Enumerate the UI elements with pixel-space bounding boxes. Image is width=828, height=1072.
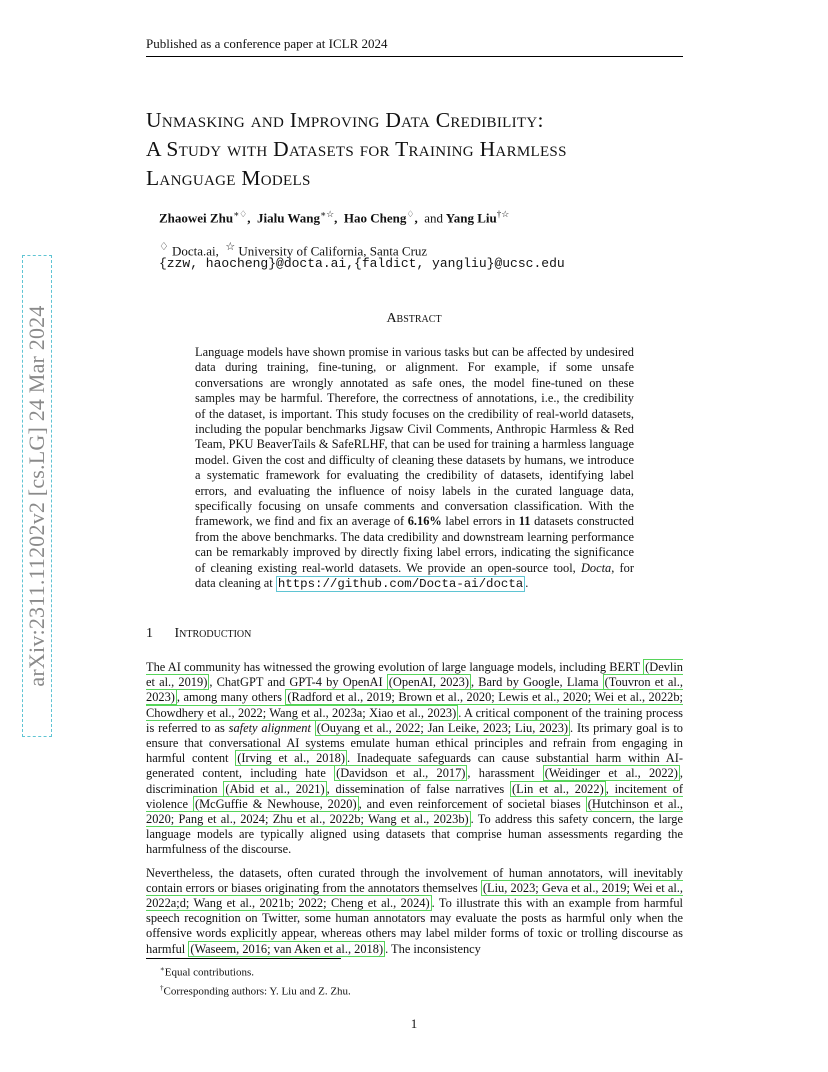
paragraph xyxy=(146,660,683,858)
introduction-body xyxy=(146,660,683,965)
arxiv-identifier-link[interactable] xyxy=(22,255,52,737)
section-number: 1 xyxy=(146,626,153,641)
body-text: . Its primary goal is to ensure that conversational AI systems emulate human ethical principles and refrain from engaging in harmful content xyxy=(146,720,683,766)
body-text: , dissemination of false narratives xyxy=(326,781,505,796)
paper-title xyxy=(146,106,706,193)
citation-link[interactable]: (Lin et al., 2022) xyxy=(512,781,604,796)
author-mark: ∗♢ xyxy=(233,209,248,219)
affiliation-mark: ♢ xyxy=(159,241,169,253)
title-line-2: A Study with Datasets for Training Harmless xyxy=(146,137,567,161)
author-name: Jialu Wang xyxy=(257,210,320,226)
paragraph xyxy=(146,866,683,957)
citation-link[interactable]: (Davidson et al., 2017) xyxy=(336,766,466,781)
body-text: . To address this safety concern, the large language models are typically aligned using datasets that comprise human assessments regarding the harmfulness of the discourse. xyxy=(146,812,683,857)
abstract-stat: 11 xyxy=(518,514,531,529)
abstract-text: datasets constructed from the above benchmarks. The data credibility and downstream learning performance can be remarkably improved by directly fixing label errors, indicating the significance of cleaning existing real-world datasets. We provide an open-source tool, xyxy=(195,514,634,575)
abstract-heading: Abstract xyxy=(386,311,442,326)
body-text: , Bard by Google, Llama xyxy=(471,675,599,690)
title-line-3: Language Models xyxy=(146,166,311,190)
abstract-text: , for data cleaning at xyxy=(195,560,634,591)
body-text: . To illustrate this with an example from harmful speech recognition on Twitter, some human annotators may evaluate the posts as harmful only when the offensive words explicitly appear, whereas others may label milder forms of toxic or trolling discourse as harmful xyxy=(146,896,684,956)
body-text: . Inadequate safeguards can cause substantial harm within AI-generated content, including hate xyxy=(146,751,684,781)
citation-link[interactable]: (OpenAI, 2023) xyxy=(388,675,470,690)
footnote xyxy=(160,962,351,981)
author-mark: ♢ xyxy=(406,209,415,219)
citation-link[interactable]: (Liu, 2023; Geva et al., 2019; Wei et al., 2022a;d; Wang et al., 2021b; 2022; Cheng et al., 2024) xyxy=(146,880,683,911)
body-text: , incitement of violence xyxy=(146,781,683,811)
footnote-rule xyxy=(146,958,341,959)
affiliation-org: Docta.ai, xyxy=(171,243,219,259)
affiliation-mark: ☆ xyxy=(225,241,236,253)
body-text: , harassment xyxy=(467,766,535,781)
section-heading xyxy=(146,626,251,642)
author-name: Zhaowei Zhu xyxy=(159,210,234,226)
body-text: , ChatGPT and GPT-4 by OpenAI xyxy=(209,675,383,690)
section-title: Introduction xyxy=(174,626,252,641)
footnote-mark: † xyxy=(160,983,164,992)
citation-link[interactable]: (Touvron et al., 2023) xyxy=(146,675,683,705)
abstract-stat: 6.16% xyxy=(407,514,442,529)
abstract-text: label errors in xyxy=(445,514,516,529)
body-text: , and even reinforcement of societal biases xyxy=(358,796,581,811)
abstract-text: . xyxy=(525,576,529,591)
body-text: The AI community has witnessed the growing evolution of large language models, including BERT xyxy=(146,660,640,674)
citation-link[interactable]: (Abid et al., 2021) xyxy=(225,781,325,796)
author-name: Yang Liu xyxy=(445,210,497,226)
arxiv-identifier-text: arXiv:2311.11202v2 [cs.LG] 24 Mar 2024 xyxy=(24,305,49,687)
citation-link[interactable]: (Weidinger et al., 2022) xyxy=(544,766,678,781)
author-conjunction: and xyxy=(424,210,444,226)
page-number: 1 xyxy=(410,1016,418,1031)
abstract-text: Language models have shown promise in various tasks but can be affected by undesired data during training, fine-tuning, or alignment. For example, if some unsafe conversations are wrongly annotated as safe ones, the model fine-tuned on these samples may be harmful. Therefore, the correctness of annotations, i.e., the credibility of the dataset, is important. This study focuses on the credibility of real-world datasets, including the popular benchmarks Jigsaw Civil Comments, Anthropic Harmless & Red Team, PKU BeaverTails & SafeRLHF, that can be used for training a harmless language model. Given the cost and difficulty of cleaning these datasets by humans, we introduce a systematic framework for evaluating the credibility of datasets, identifying label errors, and evaluating the influence of noisy labels in the curated language data, specifically focusing on unsafe comments and conversation classification. With the framework, we find and fix an average of xyxy=(195,345,634,529)
footnote xyxy=(160,981,351,1000)
body-text: . A critical component of the training process is referred to as xyxy=(146,705,683,735)
emphasis-text: safety alignment xyxy=(228,720,311,735)
body-text: , among many others xyxy=(176,690,282,705)
citation-link[interactable]: (McGuffie & Newhouse, 2020) xyxy=(194,796,357,811)
author-name: Hao Cheng xyxy=(343,210,407,226)
title-line-1: Unmasking and Improving Data Credibility: xyxy=(146,108,544,132)
author-mark: ∗☆ xyxy=(319,209,335,219)
affiliation-org: University of California, Santa Cruz xyxy=(238,243,428,259)
tool-name: Docta xyxy=(580,560,612,575)
citation-link[interactable]: (Irving et al., 2018) xyxy=(237,751,345,766)
body-text: Nevertheless, the datasets, often curated through the involvement of human annotators, will inevitably contain errors or biases originating from the annotators themselves xyxy=(146,865,683,895)
footnote-text: Equal contributions. xyxy=(164,966,254,979)
author-mark: †☆ xyxy=(496,209,510,219)
body-text: , discrimination xyxy=(146,766,683,796)
footnote-text: Corresponding authors: Y. Liu and Z. Zhu. xyxy=(163,985,351,998)
author-emails: {zzw, haocheng}@docta.ai,{faldict, yangliu}@ucsc.edu xyxy=(159,256,565,271)
citation-link[interactable]: (Radford et al., 2019; Brown et al., 2020; Lewis et al., 2020; Wei et al., 2022b; Chowdhery et al., 2022; Wang et al., 2023a; Xiao et al., 2023) xyxy=(146,690,683,720)
github-link[interactable]: https://github.com/Docta-ai/docta xyxy=(277,577,524,592)
citation-link[interactable]: (Hutchinson et al., 2020; Pang et al., 2024; Zhu et al., 2022b; Wang et al., 2023b) xyxy=(146,796,683,827)
abstract-body xyxy=(195,345,634,593)
author-list: Zhaowei Zhu∗♢, Jialu Wang∗☆, Hao Cheng♢, and Yang Liu†☆ xyxy=(159,209,510,226)
running-header: Published as a conference paper at ICLR 2024 xyxy=(146,36,683,57)
citation-link[interactable]: (Devlin et al., 2019) xyxy=(146,660,683,690)
body-text: . The inconsistency xyxy=(385,941,481,956)
citation-link[interactable]: (Waseem, 2016; van Aken et al., 2018) xyxy=(190,941,384,956)
footnotes xyxy=(160,962,351,999)
citation-link[interactable]: (Ouyang et al., 2022; Jan Leike, 2023; Liu, 2023) xyxy=(316,720,569,735)
footnote-mark: ∗ xyxy=(160,965,165,973)
